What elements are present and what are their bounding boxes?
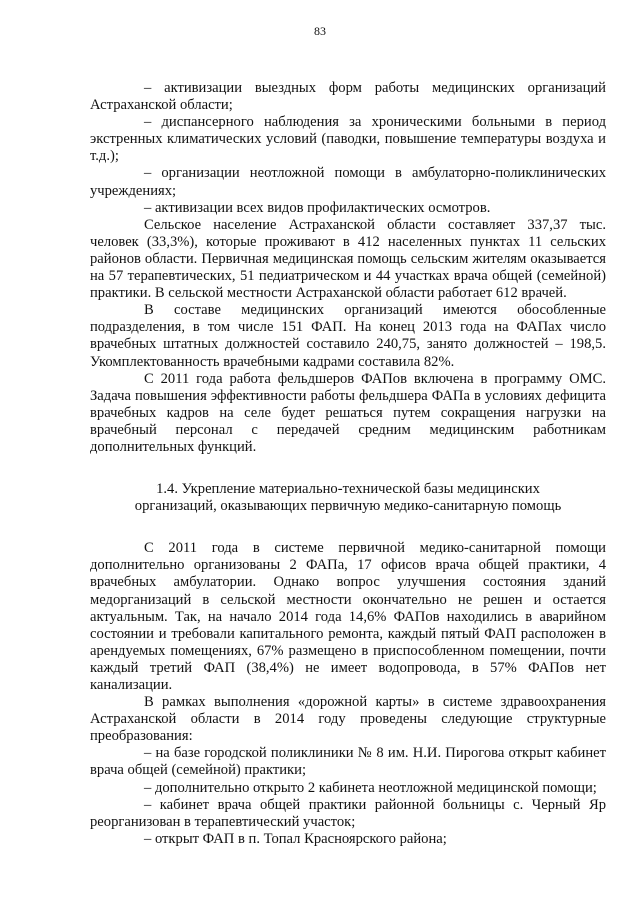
paragraph: В составе медицинских организаций имеются обособленные подразделения, в том числе 151 ФАП. На конец 2013 года на ФАПах число врачебных штатных должностей составило 240,75, занято должностей – 198,5. Укомплектованность врачебными кадрами составила 82%. xyxy=(90,302,606,370)
list-item: – дополнительно открыто 2 кабинета неотложной медицинской помощи; xyxy=(144,779,597,796)
list-item: – активизации выездных форм работы медицинских организаций Астраханской области; xyxy=(90,80,606,114)
paragraph: С 2011 года в системе первичной медико-санитарной помощи дополнительно организованы 2 ФАПа, 17 офисов врача общей практики, 4 врачебных амбулатории. Однако вопрос улучшения состояния зданий медорганизаций в сельской местности окончательно не решен и остается актуальным. Так, на начало 2014 года 14,6% ФАПов находились в аварийном состоянии и требовали капитального ремонта, каждый пятый ФАП расположен в арендуемых помещениях, 67% размещено в приспособленном помещении, почти каждый третий ФАП (38,4%) не имеет водопровода, в 57% ФАПов нет канализации. xyxy=(90,540,606,693)
section-heading-line: 1.4. Укрепление материально-технической базы медицинских xyxy=(156,481,540,498)
list-item: – организации неотложной помощи в амбулаторно-поликлинических учреждениях; xyxy=(90,165,606,199)
page-body xyxy=(90,80,606,848)
section-heading xyxy=(90,481,606,515)
list-item: – открыт ФАП в п. Топал Красноярского района; xyxy=(144,830,447,847)
list-item: – на базе городской поликлиники № 8 им. Н.И. Пирогова открыт кабинет врача общей (семейной) практики; xyxy=(90,745,606,779)
paragraph: В рамках выполнения «дорожной карты» в системе здравоохранения Астраханской области в 2014 году проведены следующие структурные преобразования: xyxy=(90,694,606,745)
page-number: 83 xyxy=(314,24,326,38)
list-item: – кабинет врача общей практики районной больницы с. Черный Яр реорганизован в терапевтический участок; xyxy=(90,796,606,830)
paragraph: С 2011 года работа фельдшеров ФАПов включена в программу ОМС. Задача повышения эффективности работы фельдшера ФАПа в условиях дефицита врачебных кадров на селе будет решаться путем сокращения нагрузки на врачебный персонал с передачей средним медицинским работникам дополнительных функций. xyxy=(90,370,606,455)
list-item: – диспансерного наблюдения за хроническими больными в период экстренных климатических условий (паводки, повышение температуры воздуха и т.д.); xyxy=(90,114,606,165)
section-heading-line: организаций, оказывающих первичную медико-санитарную помощь xyxy=(134,498,562,515)
list-item: – активизации всех видов профилактических осмотров. xyxy=(144,199,491,216)
paragraph: Сельское население Астраханской области составляет 337,37 тыс. человек (33,3%), которые проживают в 412 населенных пунктах 11 сельских районов области. Первичная медицинская помощь сельским жителям оказывается на 57 терапевтических, 51 педиатрическом и 44 участках врача общей (семейной) практики. В сельской местности Астраханской области работает 612 врачей. xyxy=(90,216,606,302)
